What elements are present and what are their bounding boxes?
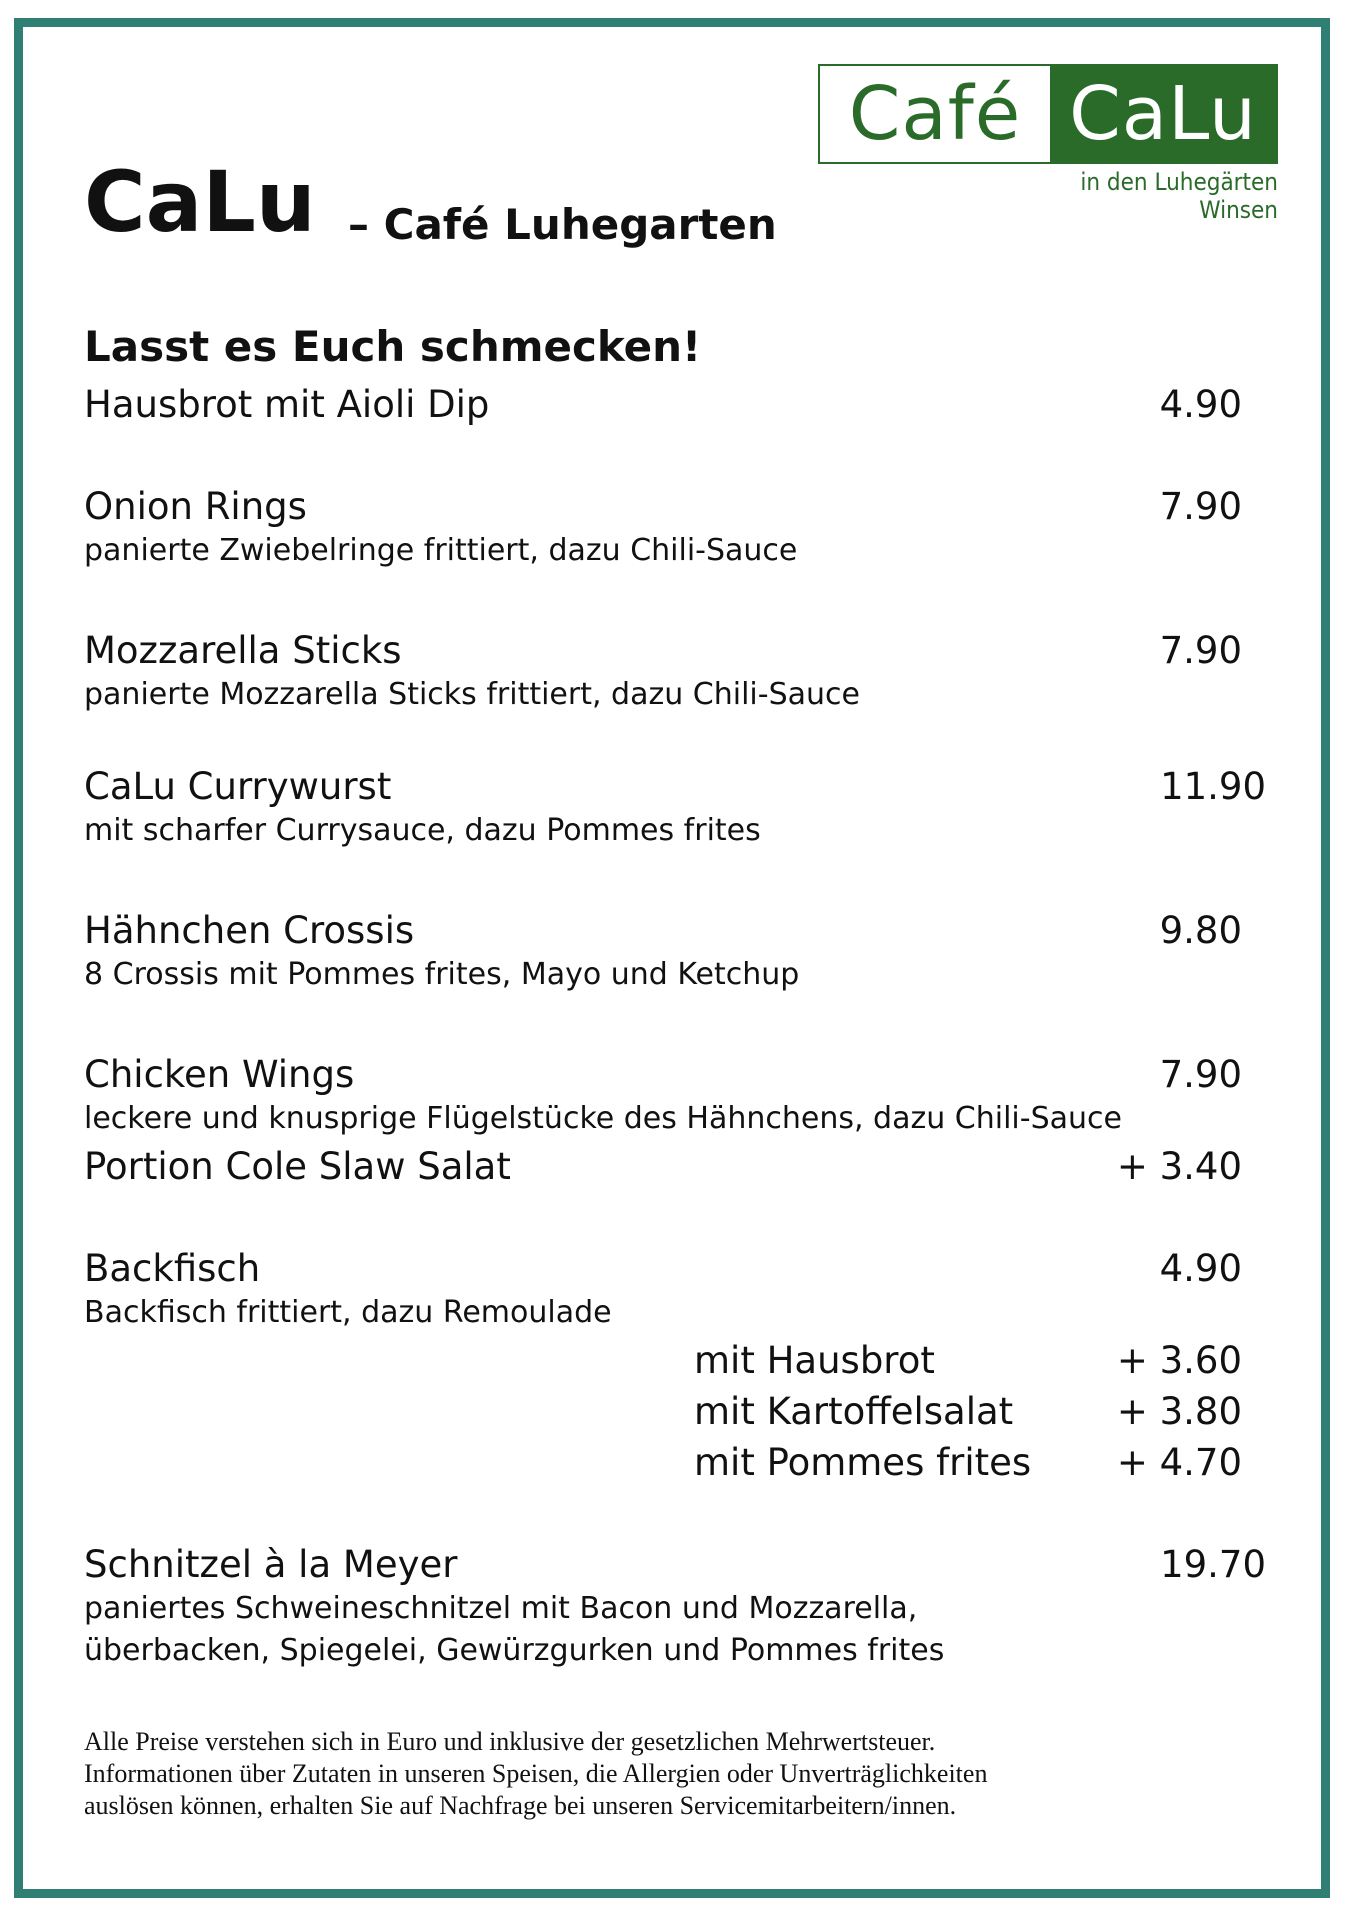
footer-line: Alle Preise verstehen sich in Euro und inklusive der gesetzlichen Mehrwertsteuer. xyxy=(84,1727,936,1756)
menu-heading: Lasst es Euch schmecken! xyxy=(84,322,702,371)
menu-item-extra-name: Portion Cole Slaw Salat xyxy=(84,1145,511,1188)
option-label: mit Hausbrot xyxy=(694,1339,935,1382)
footer-line: Informationen über Zutaten in unseren Speisen, die Allergien oder Unverträglichkeiten xyxy=(84,1759,988,1788)
option-price: + 4.70 xyxy=(1116,1441,1242,1484)
menu-item-description: paniertes Schweineschnitzel mit Bacon und Mozzarella, xyxy=(84,1591,918,1626)
menu-item-name: Hausbrot mit Aioli Dip xyxy=(84,383,490,426)
footer-line: auslösen können, erhalten Sie auf Nachfrage bei unseren Servicemitarbeitern/innen. xyxy=(84,1791,957,1820)
menu-item-price: 4.90 xyxy=(1159,1247,1242,1290)
footer-note xyxy=(84,1726,1284,1822)
menu-item-name: Chicken Wings xyxy=(84,1053,355,1096)
menu-item-price: 4.90 xyxy=(1159,383,1242,426)
menu-item-description: mit scharfer Currysauce, dazu Pommes frites xyxy=(84,813,761,848)
menu-item-name: Backfisch xyxy=(84,1247,261,1290)
menu-item-description: überbacken, Spiegelei, Gewürzgurken und Pommes frites xyxy=(84,1633,945,1668)
cafe-calu-logo xyxy=(818,64,1278,164)
menu-item-price: 7.90 xyxy=(1159,1053,1242,1096)
menu-item-price: 9.80 xyxy=(1159,909,1242,952)
option-price: + 3.60 xyxy=(1116,1339,1242,1382)
menu-item-price: 7.90 xyxy=(1159,629,1242,672)
menu-item-name: Mozzarella Sticks xyxy=(84,629,402,672)
menu-item-name: Onion Rings xyxy=(84,485,307,528)
page-title: CaLu xyxy=(84,153,316,251)
menu-item-description: panierte Zwiebelringe frittiert, dazu Chili-Sauce xyxy=(84,533,798,568)
menu-item-description: Backfisch frittiert, dazu Remoulade xyxy=(84,1295,612,1330)
menu-item-name: Schnitzel à la Meyer xyxy=(84,1543,458,1586)
page-subtitle: – Café Luhegarten xyxy=(348,200,777,249)
menu-item-description: panierte Mozzarella Sticks frittiert, dazu Chili-Sauce xyxy=(84,677,860,712)
logo-right-text: CaLu xyxy=(1050,66,1276,162)
option-label: mit Kartoffelsalat xyxy=(694,1390,1014,1433)
menu-item-name: Hähnchen Crossis xyxy=(84,909,415,952)
logo-left-text: Café xyxy=(848,71,1022,157)
option-label: mit Pommes frites xyxy=(694,1441,1032,1484)
menu-item-price: 7.90 xyxy=(1159,485,1242,528)
logo-subtitle: in den Luhegärten Winsen xyxy=(1080,168,1278,224)
option-price: + 3.80 xyxy=(1116,1390,1242,1433)
menu-item-name: CaLu Currywurst xyxy=(84,765,392,808)
menu-item-extra-price: + 3.40 xyxy=(1116,1145,1242,1188)
menu-item-description: leckere und knusprige Flügelstücke des Hähnchens, dazu Chili-Sauce xyxy=(84,1101,1122,1136)
menu-item-description: 8 Crossis mit Pommes frites, Mayo und Ketchup xyxy=(84,957,800,992)
menu-item-price: 19.70 xyxy=(1160,1543,1266,1586)
menu-item-price: 11.90 xyxy=(1160,765,1266,808)
